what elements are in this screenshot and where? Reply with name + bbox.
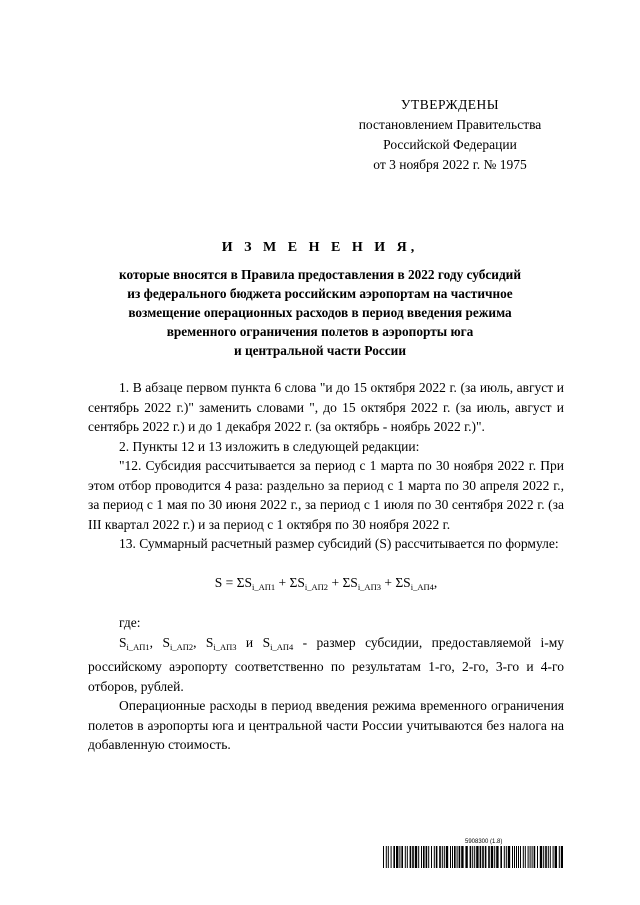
document-subtitle — [70, 265, 570, 360]
formula-term: $\Sigma S_{i\_АП3}$ — [342, 574, 381, 592]
paragraph-4: 13. Суммарный расчетный размер субсидий (S) рассчитывается по формуле: — [119, 536, 559, 551]
paragraph-3: "12. Субсидия рассчитывается за период с 1 марта по 30 ноября 2022 г. При этом отбор проводится 4 раза: раздельно за период с 1 марта по 30 апреля 2022 г., за период с 1 мая по 30 июня 2022 г., за период с 1 июля по 30 сентября 2022 г. (за III квартал 2022 г.) и за период с 1 октября по 30 ноября 2022 г. — [88, 458, 564, 532]
paragraph-1: 1. В абзаце первом пункта 6 слова "и до 15 октября 2022 г. (за июль, август и сентябрь 2022 г.)" заменить словами ", до 15 октября 2022 г. (за июль, август и сентябрь 2022 г.) и до 1 декабря 2022 г. (за октябрь - ноябрь 2022 г.)". — [88, 380, 564, 434]
where-label: где: — [119, 615, 141, 630]
subtitle-line: временного ограничения полетов в аэропорты юга — [166, 324, 474, 339]
paragraph-5: Операционные расходы в период введения режима временного ограничения полетов в аэропорты юга и центральной части России учитываются без налога на добавленную стоимость. — [88, 698, 564, 752]
subtitle-line: которые вносятся в Правила предоставления в 2022 году субсидий — [119, 267, 521, 282]
subtitle-line: возмещение операционных расходов в период введения режима — [128, 305, 512, 320]
approval-line-3: от 3 ноября 2022 г. № 1975 — [373, 157, 527, 172]
barcode-image — [383, 846, 563, 868]
approval-stamp — [300, 95, 600, 175]
formula-term: $\Sigma S_{i\_АП4}$ — [395, 574, 434, 592]
formula-term: $\Sigma S_{i\_АП2}$ — [289, 574, 329, 592]
barcode-block — [383, 839, 563, 868]
variables-definition: $S_{i\_АП1}$, $S_{i\_АП2}$, $S_{i\_АП3}$ и $S_{i\_АП4}$ - размер субсидии, предоставляемой i-му российскому аэропорту соответственно по результатам 1-го, 2-го, 3-го и 4-го отборов, рублей. — [88, 634, 565, 694]
approval-title: УТВЕРЖДЕНЫ — [400, 97, 500, 112]
formula: $S = \Sigma S_{i\_АП1} + \Sigma S_{i\_АП2} + \Sigma S_{i\_АП3} + \Sigma S_{i\_АП4}$, — [214, 574, 438, 592]
document-title: И З М Е Н Е Н И Я, — [221, 240, 419, 255]
barcode-caption: 5908300 (1.8) — [465, 839, 503, 845]
formula-lhs: S = — [214, 574, 237, 590]
approval-line-2: Российской Федерации — [383, 137, 517, 152]
subtitle-line: и центральной части России — [234, 343, 406, 358]
formula-term: $\Sigma S_{i\_АП1}$ — [236, 574, 276, 592]
paragraph-2: 2. Пункты 12 и 13 изложить в следующей редакции: — [119, 438, 420, 454]
subtitle-line: из федерального бюджета российским аэропортам на частичное — [127, 286, 513, 301]
approval-line-1: постановлением Правительства — [358, 117, 542, 132]
document-body — [88, 378, 564, 755]
